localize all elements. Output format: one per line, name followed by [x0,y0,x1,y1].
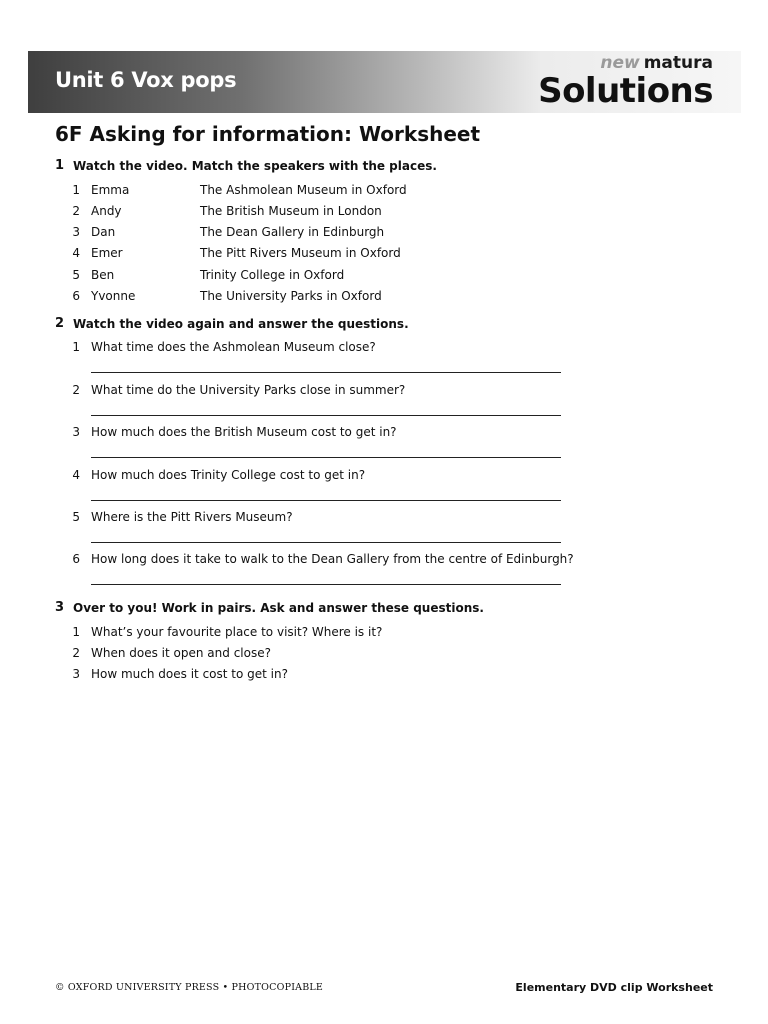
section-3-instruction: Over to you! Work in pairs. Ask and answer these questions. [73,601,484,615]
brand-solutions: Solutions [538,71,713,111]
section-1-instruction: Watch the video. Match the speakers with the places. [73,159,437,173]
speaker-name: Emma [91,183,130,197]
section-3-number: 3 [55,600,65,615]
place-name: The University Parks in Oxford [200,289,382,303]
unit-title: Unit 6 Vox pops [55,68,237,92]
answer-line[interactable] [91,457,561,458]
place-name: The Ashmolean Museum in Oxford [200,183,407,197]
question-text: How long does it take to walk to the Dean Gallery from the centre of Edinburgh? [91,552,574,566]
match-number: 1 [72,183,80,197]
match-number: 5 [72,268,80,282]
question-text: What time does the Ashmolean Museum close? [91,340,376,354]
discussion-question: When does it open and close? [91,646,271,660]
match-number: 2 [72,204,80,218]
brand-new: new [600,53,640,73]
place-name: The British Museum in London [200,204,382,218]
match-number: 6 [72,289,80,303]
section-2-number: 2 [55,316,65,331]
question-text: Where is the Pitt Rivers Museum? [91,510,293,524]
section-2-instruction: Watch the video again and answer the questions. [73,317,409,331]
brand-matura: matura [643,53,713,73]
question-number: 1 [72,340,80,354]
question-number: 6 [72,552,80,566]
footer-worksheet-label: Elementary DVD clip Worksheet [515,981,713,994]
question-number: 5 [72,510,80,524]
speaker-name: Emer [91,246,123,260]
speaker-name: Yvonne [91,289,136,303]
match-number: 3 [72,225,80,239]
place-name: The Dean Gallery in Edinburgh [200,225,385,239]
speaker-name: Ben [91,268,115,282]
discussion-question: What’s your favourite place to visit? Where is it? [91,625,383,639]
answer-line[interactable] [91,584,561,585]
place-name: Trinity College in Oxford [200,268,345,282]
question-number: 4 [72,468,80,482]
brand-logo [538,53,713,109]
speaker-name: Andy [91,204,122,218]
answer-line[interactable] [91,415,561,416]
question-text: What time do the University Parks close in summer? [91,383,406,397]
page-title: 6F Asking for information: Worksheet [55,122,481,146]
answer-line[interactable] [91,542,561,543]
question-number: 3 [72,425,80,439]
brand-top-line [538,53,713,73]
speaker-name: Dan [91,225,116,239]
discussion-number: 2 [72,646,80,660]
question-number: 2 [72,383,80,397]
discussion-number: 1 [72,625,80,639]
section-1-number: 1 [55,158,65,173]
discussion-number: 3 [72,667,80,681]
footer-copyright: © OXFORD UNIVERSITY PRESS • PHOTOCOPIABLE [55,982,324,993]
question-text: How much does the British Museum cost to get in? [91,425,397,439]
answer-line[interactable] [91,500,561,501]
match-number: 4 [72,246,80,260]
place-name: The Pitt Rivers Museum in Oxford [200,246,401,260]
question-text: How much does Trinity College cost to get in? [91,468,366,482]
answer-line[interactable] [91,372,561,373]
header-banner [28,51,741,113]
discussion-question: How much does it cost to get in? [91,667,288,681]
